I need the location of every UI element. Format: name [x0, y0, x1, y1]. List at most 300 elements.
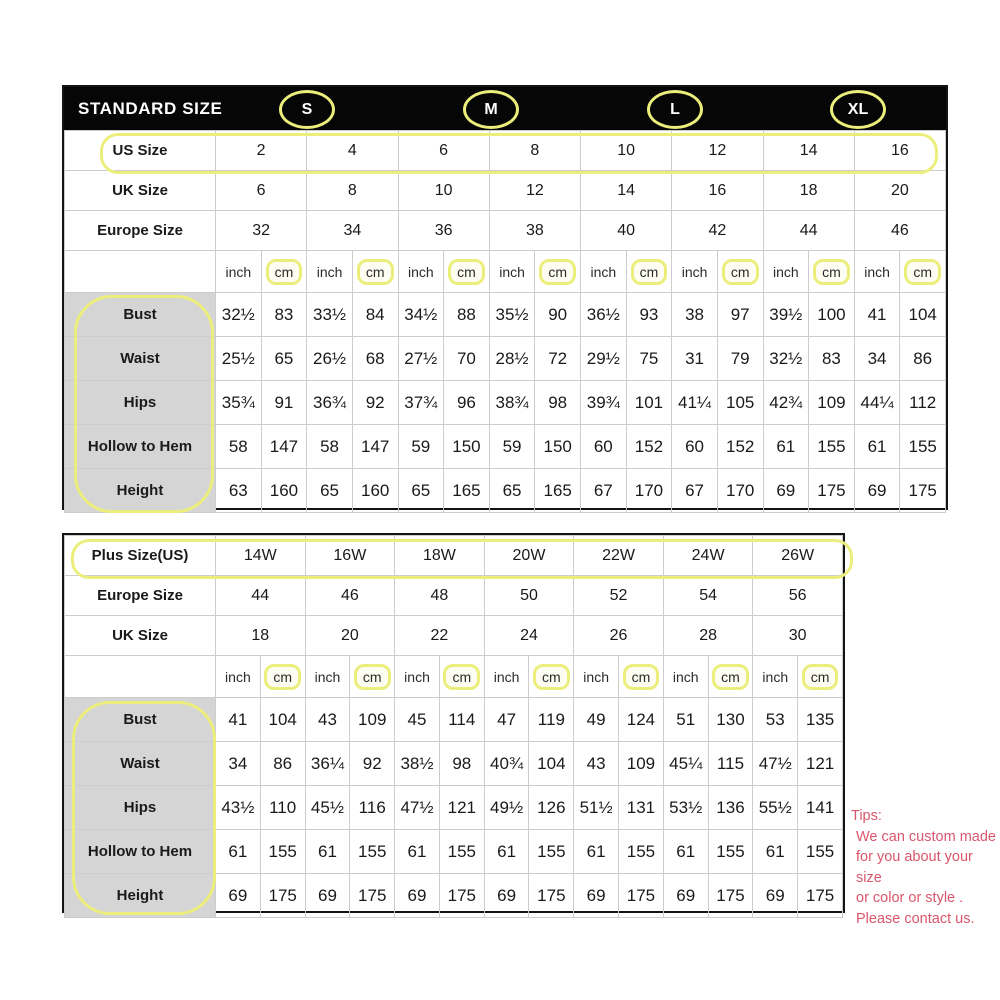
measure-value: 43 [574, 742, 619, 786]
size-value: 12 [489, 171, 580, 211]
cm-cell [900, 251, 946, 293]
custom-made-tips [851, 806, 999, 929]
measure-value: 175 [809, 469, 855, 513]
measure-value: 34½ [398, 293, 444, 337]
measure-value: 165 [444, 469, 490, 513]
measure-label: Hollow to Hem [65, 425, 216, 469]
size-badge-m: M [463, 90, 519, 129]
measure-value: 69 [763, 469, 809, 513]
measure-label: Waist [65, 742, 216, 786]
measure-value: 65 [307, 469, 353, 513]
measure-value: 136 [708, 786, 753, 830]
measure-value: 35½ [489, 293, 535, 337]
measure-value: 126 [529, 786, 574, 830]
tips-line: Please contact us. [856, 910, 975, 927]
cm-label-highlighted: cm [904, 259, 941, 285]
cm-label-highlighted: cm [623, 664, 660, 690]
measure-label: Height [65, 874, 216, 918]
measure-value: 41¼ [672, 381, 718, 425]
cm-cell [708, 656, 753, 698]
row-label: Plus Size(US) [65, 536, 216, 576]
inch-label: inch [681, 263, 708, 280]
measure-value: 79 [717, 337, 763, 381]
measure-value: 131 [619, 786, 664, 830]
tips-line: We can custom made [856, 828, 996, 845]
size-value: 42 [672, 211, 763, 251]
measure-value: 28½ [489, 337, 535, 381]
measure-value: 88 [444, 293, 490, 337]
measure-value: 98 [535, 381, 581, 425]
measure-value: 38¾ [489, 381, 535, 425]
measure-value: 45½ [305, 786, 350, 830]
measure-value: 65 [261, 337, 307, 381]
measure-value: 121 [439, 786, 484, 830]
size-value: 6 [216, 171, 307, 211]
measure-value: 59 [489, 425, 535, 469]
measure-value: 61 [216, 830, 261, 874]
size-value: 52 [574, 576, 664, 616]
size-badge-xl: XL [830, 90, 886, 129]
measure-value: 110 [260, 786, 305, 830]
measure-value: 61 [484, 830, 529, 874]
measure-value: 61 [753, 830, 798, 874]
measure-label: Bust [65, 293, 216, 337]
size-value: 44 [216, 576, 306, 616]
measure-value: 155 [619, 830, 664, 874]
measure-row [65, 830, 843, 874]
measure-value: 43 [305, 698, 350, 742]
measure-value: 69 [753, 874, 798, 918]
measure-value: 170 [717, 469, 763, 513]
size-row [65, 536, 843, 576]
measure-value: 135 [798, 698, 843, 742]
size-value: 16 [672, 171, 763, 211]
cm-label-highlighted: cm [443, 664, 480, 690]
size-row [65, 131, 946, 171]
size-value: 12 [672, 131, 763, 171]
measure-value: 26½ [307, 337, 353, 381]
measure-value: 55½ [753, 786, 798, 830]
cm-cell [350, 656, 395, 698]
size-value: 8 [307, 171, 398, 211]
measure-value: 39½ [763, 293, 809, 337]
cm-cell [260, 656, 305, 698]
size-value: 36 [398, 211, 489, 251]
size-value: 10 [398, 171, 489, 211]
measure-row [65, 786, 843, 830]
measure-value: 72 [535, 337, 581, 381]
inch-label: inch [407, 263, 434, 280]
measure-row [65, 425, 946, 469]
measure-value: 34 [854, 337, 900, 381]
inch-cell [216, 251, 262, 293]
measure-value: 155 [350, 830, 395, 874]
measure-value: 104 [529, 742, 574, 786]
cm-label-highlighted: cm [813, 259, 850, 285]
inch-cell [307, 251, 353, 293]
measure-value: 150 [444, 425, 490, 469]
cm-cell [261, 251, 307, 293]
cm-cell [809, 251, 855, 293]
measure-value: 83 [261, 293, 307, 337]
inch-label: inch [404, 668, 430, 685]
measure-value: 121 [798, 742, 843, 786]
measure-value: 141 [798, 786, 843, 830]
row-label: UK Size [65, 616, 216, 656]
measure-value: 112 [900, 381, 946, 425]
measure-value: 170 [626, 469, 672, 513]
measure-value: 75 [626, 337, 672, 381]
measure-value: 69 [216, 874, 261, 918]
measure-value: 104 [260, 698, 305, 742]
measure-value: 67 [581, 469, 627, 513]
measure-row [65, 381, 946, 425]
measure-value: 67 [672, 469, 718, 513]
measure-label: Height [65, 469, 216, 513]
measure-value: 175 [619, 874, 664, 918]
measure-value: 36½ [581, 293, 627, 337]
measure-value: 69 [395, 874, 440, 918]
measure-value: 147 [261, 425, 307, 469]
measure-value: 109 [619, 742, 664, 786]
size-value: 22W [574, 536, 664, 576]
measure-value: 160 [352, 469, 398, 513]
measure-value: 27½ [398, 337, 444, 381]
size-value: 16W [305, 536, 395, 576]
inch-label: inch [772, 263, 799, 280]
measure-value: 36¼ [305, 742, 350, 786]
inch-cell [489, 251, 535, 293]
measure-value: 60 [581, 425, 627, 469]
measure-value: 175 [439, 874, 484, 918]
inch-label: inch [225, 263, 252, 280]
cm-cell [444, 251, 490, 293]
tips-title: Tips: [851, 808, 882, 824]
measure-value: 91 [261, 381, 307, 425]
tips-line: or color or style . [856, 890, 964, 906]
row-label: UK Size [65, 171, 216, 211]
measure-value: 47 [484, 698, 529, 742]
measure-value: 155 [798, 830, 843, 874]
inch-cell [581, 251, 627, 293]
inch-cell [216, 656, 261, 698]
measure-value: 101 [626, 381, 672, 425]
measure-value: 92 [350, 742, 395, 786]
measure-value: 155 [439, 830, 484, 874]
size-value: 2 [216, 131, 307, 171]
size-value: 32 [216, 211, 307, 251]
inch-label: inch [590, 263, 617, 280]
inch-cell [753, 656, 798, 698]
measure-label: Hollow to Hem [65, 830, 216, 874]
measure-value: 69 [305, 874, 350, 918]
size-row [65, 211, 946, 251]
measure-value: 49½ [484, 786, 529, 830]
size-badge-s: S [279, 90, 335, 129]
inch-label: inch [316, 263, 343, 280]
cm-label-highlighted: cm [448, 259, 485, 285]
measure-value: 47½ [395, 786, 440, 830]
measure-value: 124 [619, 698, 664, 742]
measure-value: 114 [439, 698, 484, 742]
size-badge-l: L [647, 90, 703, 129]
measure-value: 43½ [216, 786, 261, 830]
inch-cell [305, 656, 350, 698]
measure-value: 61 [763, 425, 809, 469]
measure-value: 63 [216, 469, 262, 513]
size-value: 14 [763, 131, 854, 171]
measure-row [65, 742, 843, 786]
measure-value: 175 [260, 874, 305, 918]
size-value: 18 [216, 616, 306, 656]
cm-cell [439, 656, 484, 698]
measure-value: 155 [529, 830, 574, 874]
measure-value: 61 [854, 425, 900, 469]
inch-label: inch [864, 263, 890, 280]
measure-value: 51½ [574, 786, 619, 830]
measure-value: 109 [350, 698, 395, 742]
inch-cell [663, 656, 708, 698]
inch-label: inch [583, 668, 609, 685]
measure-value: 84 [352, 293, 398, 337]
measure-value: 175 [350, 874, 395, 918]
measure-value: 39¾ [581, 381, 627, 425]
row-label: US Size [65, 131, 216, 171]
cm-label-highlighted: cm [354, 664, 391, 690]
measure-label: Bust [65, 698, 216, 742]
size-value: 4 [307, 131, 398, 171]
unit-row [65, 656, 843, 698]
measure-value: 59 [398, 425, 444, 469]
measure-label: Hips [65, 381, 216, 425]
size-value: 20 [305, 616, 395, 656]
cm-label-highlighted: cm [712, 664, 749, 690]
measure-label: Waist [65, 337, 216, 381]
size-value: 46 [305, 576, 395, 616]
standard-size-header-bar [64, 87, 946, 130]
measure-value: 119 [529, 698, 574, 742]
size-value: 6 [398, 131, 489, 171]
measure-value: 60 [672, 425, 718, 469]
inch-label: inch [314, 668, 341, 685]
measure-value: 155 [260, 830, 305, 874]
measure-value: 104 [900, 293, 946, 337]
cm-cell [352, 251, 398, 293]
size-value: 46 [854, 211, 945, 251]
plus-size-table [62, 533, 845, 913]
inch-label: inch [499, 263, 525, 280]
size-value: 48 [395, 576, 485, 616]
measure-value: 45 [395, 698, 440, 742]
measure-value: 155 [809, 425, 855, 469]
measure-value: 86 [900, 337, 946, 381]
cm-cell [619, 656, 664, 698]
measure-value: 45¼ [663, 742, 708, 786]
cm-label-highlighted: cm [357, 259, 394, 285]
size-value: 16 [854, 131, 945, 171]
cm-cell [529, 656, 574, 698]
cm-cell [626, 251, 672, 293]
size-value: 28 [663, 616, 753, 656]
measure-value: 175 [708, 874, 753, 918]
size-value: 8 [489, 131, 580, 171]
measure-value: 65 [398, 469, 444, 513]
cm-label-highlighted: cm [539, 259, 576, 285]
cm-cell [798, 656, 843, 698]
measure-value: 90 [535, 293, 581, 337]
row-label: Europe Size [65, 576, 216, 616]
measure-value: 105 [717, 381, 763, 425]
measure-value: 68 [352, 337, 398, 381]
cm-label-highlighted: cm [533, 664, 570, 690]
measure-value: 69 [663, 874, 708, 918]
measure-value: 47½ [753, 742, 798, 786]
inch-cell [484, 656, 529, 698]
size-value: 18W [395, 536, 485, 576]
unit-row [65, 251, 946, 293]
measure-value: 58 [307, 425, 353, 469]
cm-cell [535, 251, 581, 293]
inch-cell [854, 251, 900, 293]
measure-row [65, 469, 946, 513]
measure-value: 31 [672, 337, 718, 381]
unit-row-empty-label [65, 251, 216, 293]
inch-cell [672, 251, 718, 293]
measure-row [65, 337, 946, 381]
size-row [65, 616, 843, 656]
size-row [65, 576, 843, 616]
inch-label: inch [493, 668, 520, 685]
measure-value: 175 [900, 469, 946, 513]
measure-value: 165 [535, 469, 581, 513]
size-value: 44 [763, 211, 854, 251]
unit-row-empty-label [65, 656, 216, 698]
measure-value: 58 [216, 425, 262, 469]
cm-label-highlighted: cm [631, 259, 668, 285]
measure-value: 96 [444, 381, 490, 425]
measure-value: 38 [672, 293, 718, 337]
row-label: Europe Size [65, 211, 216, 251]
size-value: 14 [581, 171, 672, 211]
measure-value: 93 [626, 293, 672, 337]
measure-value: 70 [444, 337, 490, 381]
size-value: 10 [581, 131, 672, 171]
measure-value: 32½ [763, 337, 809, 381]
measure-value: 53 [753, 698, 798, 742]
size-row [65, 171, 946, 211]
measure-value: 38½ [395, 742, 440, 786]
inch-label: inch [762, 668, 789, 685]
inch-cell [763, 251, 809, 293]
measure-value: 37¾ [398, 381, 444, 425]
cm-label-highlighted: cm [266, 259, 303, 285]
measure-value: 65 [489, 469, 535, 513]
cm-label-highlighted: cm [264, 664, 301, 690]
measure-value: 116 [350, 786, 395, 830]
measure-value: 115 [708, 742, 753, 786]
size-value: 54 [663, 576, 753, 616]
measure-value: 40¾ [484, 742, 529, 786]
measure-value: 44¼ [854, 381, 900, 425]
size-value: 24W [663, 536, 753, 576]
measure-row [65, 293, 946, 337]
size-value: 40 [581, 211, 672, 251]
standard-size-table [62, 85, 948, 510]
measure-value: 61 [305, 830, 350, 874]
size-value: 14W [216, 536, 306, 576]
measure-value: 25½ [216, 337, 262, 381]
measure-value: 130 [708, 698, 753, 742]
size-value: 22 [395, 616, 485, 656]
size-value: 26W [753, 536, 843, 576]
plus-size-grid [64, 535, 843, 918]
measure-value: 53½ [663, 786, 708, 830]
measure-value: 51 [663, 698, 708, 742]
inch-cell [574, 656, 619, 698]
measure-value: 86 [260, 742, 305, 786]
measure-value: 147 [352, 425, 398, 469]
measure-value: 152 [717, 425, 763, 469]
measure-value: 29½ [581, 337, 627, 381]
inch-cell [398, 251, 444, 293]
size-value: 34 [307, 211, 398, 251]
measure-value: 49 [574, 698, 619, 742]
measure-value: 69 [574, 874, 619, 918]
measure-value: 32½ [216, 293, 262, 337]
size-value: 38 [489, 211, 580, 251]
measure-value: 109 [809, 381, 855, 425]
tips-line: for you about your size [856, 849, 973, 886]
size-value: 50 [484, 576, 574, 616]
measure-value: 41 [854, 293, 900, 337]
inch-cell [395, 656, 440, 698]
measure-row [65, 874, 843, 918]
measure-value: 160 [261, 469, 307, 513]
cm-label-highlighted: cm [722, 259, 759, 285]
measure-value: 61 [663, 830, 708, 874]
measure-value: 33½ [307, 293, 353, 337]
standard-size-title: STANDARD SIZE [78, 98, 223, 118]
measure-value: 61 [574, 830, 619, 874]
measure-value: 42¾ [763, 381, 809, 425]
measure-value: 97 [717, 293, 763, 337]
measure-value: 36¾ [307, 381, 353, 425]
measure-value: 35¾ [216, 381, 262, 425]
measure-value: 175 [529, 874, 574, 918]
measure-value: 175 [798, 874, 843, 918]
measure-value: 152 [626, 425, 672, 469]
cm-cell [717, 251, 763, 293]
measure-value: 61 [395, 830, 440, 874]
measure-value: 69 [854, 469, 900, 513]
size-value: 24 [484, 616, 574, 656]
measure-value: 155 [708, 830, 753, 874]
measure-row [65, 698, 843, 742]
size-value: 56 [753, 576, 843, 616]
measure-value: 98 [439, 742, 484, 786]
measure-value: 100 [809, 293, 855, 337]
measure-value: 34 [216, 742, 261, 786]
size-value: 20W [484, 536, 574, 576]
size-value: 26 [574, 616, 664, 656]
cm-label-highlighted: cm [802, 664, 839, 690]
measure-value: 41 [216, 698, 261, 742]
inch-label: inch [225, 668, 251, 685]
measure-value: 150 [535, 425, 581, 469]
size-value: 18 [763, 171, 854, 211]
inch-label: inch [672, 668, 699, 685]
size-value: 20 [854, 171, 945, 211]
